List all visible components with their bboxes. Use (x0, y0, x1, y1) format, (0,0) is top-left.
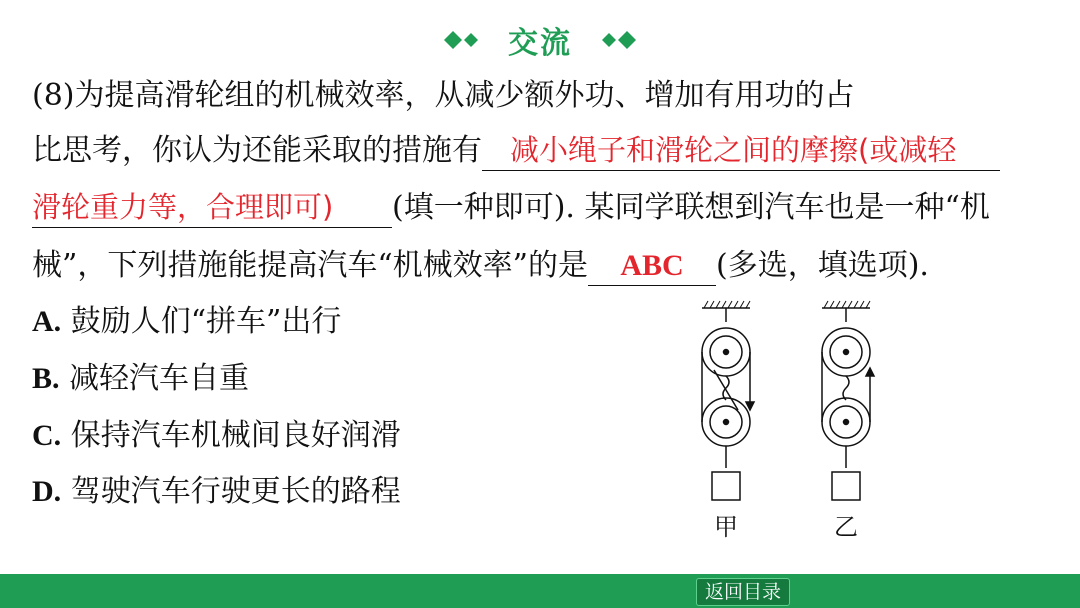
answer-1-part-1: 减小绳子和滑轮之间的摩擦(或减轻 (510, 133, 957, 167)
question-text: (8)为提高滑轮组的机械效率，从减少额外功、增加有用功的占 (32, 78, 855, 113)
question-line-3 (32, 188, 990, 228)
pulley-system-jia (702, 301, 754, 500)
question-line-2 (32, 131, 1000, 171)
diamond-decoration-left-icon (443, 29, 489, 51)
diamond-decoration-right-icon (591, 29, 637, 51)
figure-label-yi: 乙 (834, 513, 858, 541)
option-letter: A. (32, 305, 62, 338)
option-text: 减轻汽车自重 (69, 361, 250, 396)
pulley-diagram (690, 298, 890, 508)
answer-2: ABC (620, 249, 684, 282)
figure-label-jia: 甲 (714, 513, 738, 541)
section-title: 交流 (508, 26, 572, 61)
question-line-4 (32, 246, 929, 286)
option-a (32, 302, 341, 342)
option-letter: C. (32, 419, 62, 452)
question-text: 比思考，你认为还能采取的措施有 (32, 133, 482, 168)
back-to-contents-button[interactable]: 返回目录 (696, 578, 790, 606)
answer-1-part-2: 滑轮重力等，合理即可) (32, 190, 334, 224)
option-d (32, 472, 401, 512)
section-header (0, 18, 1080, 62)
option-letter: D. (32, 475, 62, 508)
pulley-system-yi (822, 301, 874, 500)
option-text: 鼓励人们“拼车”出行 (70, 304, 342, 339)
footer-bar (0, 574, 1080, 608)
option-b (32, 359, 249, 399)
option-letter: B. (32, 362, 60, 395)
option-text: 驾驶汽车行驶更长的路程 (70, 474, 401, 509)
option-text: 保持汽车机械间良好润滑 (70, 418, 401, 453)
question-text: (多选，填选项). (716, 248, 929, 283)
question-line-1 (32, 76, 855, 116)
question-text: 械”，下列措施能提高汽车“机械效率”的是 (32, 248, 589, 283)
question-text: (填一种即可). 某同学联想到汽车也是一种“机 (392, 190, 990, 225)
option-c (32, 416, 401, 456)
